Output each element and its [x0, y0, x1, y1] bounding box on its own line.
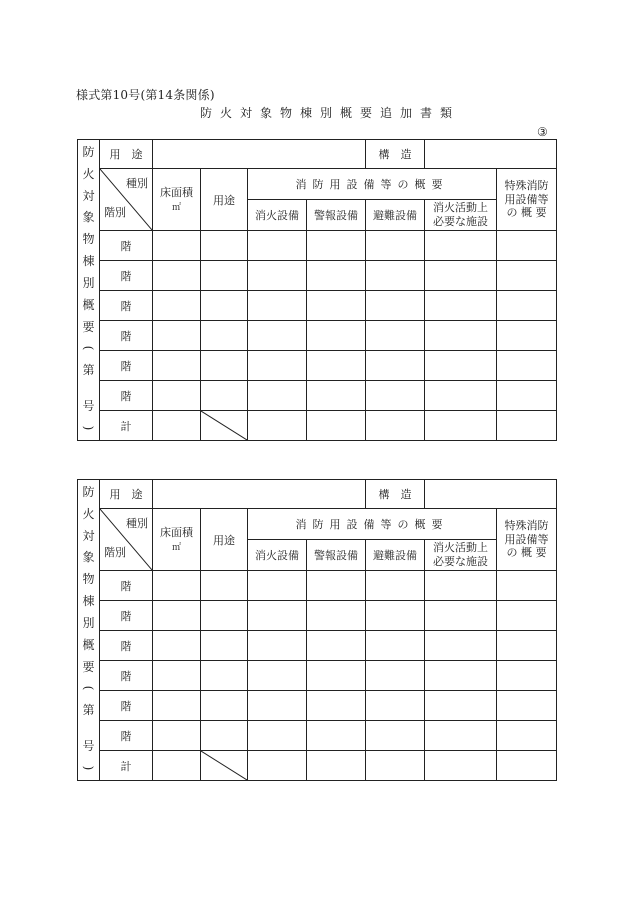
- cell[interactable]: [201, 351, 248, 381]
- equipment-summary-header: 消防用設備等の概要: [248, 169, 497, 200]
- cell[interactable]: [307, 721, 366, 751]
- cell[interactable]: [153, 291, 201, 321]
- cell[interactable]: [201, 661, 248, 691]
- alarm-header: 警報設備: [307, 540, 366, 571]
- cell[interactable]: [153, 661, 201, 691]
- cell[interactable]: [153, 261, 201, 291]
- cell[interactable]: [366, 631, 425, 661]
- cell[interactable]: [425, 291, 497, 321]
- cell[interactable]: [153, 691, 201, 721]
- cell[interactable]: [497, 381, 557, 411]
- page-mark: ③: [537, 125, 548, 139]
- cell[interactable]: [153, 631, 201, 661]
- usage-value-cell[interactable]: [153, 140, 366, 169]
- floor-label: 階: [100, 721, 153, 751]
- floor-label: 階: [100, 351, 153, 381]
- cell[interactable]: [497, 631, 557, 661]
- usage-header: 用途: [201, 509, 248, 571]
- cell[interactable]: [366, 601, 425, 631]
- floor-area-header: 床面積 ㎡: [153, 509, 201, 571]
- structure-value-cell[interactable]: [425, 140, 557, 169]
- cell[interactable]: [201, 601, 248, 631]
- cell[interactable]: [366, 381, 425, 411]
- cell[interactable]: [307, 571, 366, 601]
- cell[interactable]: [307, 321, 366, 351]
- vertical-title: 防 火 対 象 物 棟 別 概 要 ( 第 号 ): [81, 485, 96, 771]
- cell[interactable]: [248, 691, 307, 721]
- cell[interactable]: [497, 721, 557, 751]
- cell[interactable]: [497, 351, 557, 381]
- cell[interactable]: [201, 691, 248, 721]
- cell[interactable]: [497, 751, 557, 781]
- cell[interactable]: [153, 231, 201, 261]
- total-area-cell[interactable]: [153, 751, 201, 781]
- cell[interactable]: [366, 721, 425, 751]
- cell[interactable]: [307, 261, 366, 291]
- cell[interactable]: [366, 571, 425, 601]
- cell[interactable]: [366, 751, 425, 781]
- cell[interactable]: [201, 321, 248, 351]
- cell[interactable]: [497, 661, 557, 691]
- cell[interactable]: [201, 231, 248, 261]
- cell[interactable]: [366, 351, 425, 381]
- floor-area-header: 床面積 ㎡: [153, 169, 201, 231]
- cell[interactable]: [425, 351, 497, 381]
- cell[interactable]: [366, 411, 425, 441]
- cell[interactable]: [425, 411, 497, 441]
- cell[interactable]: [425, 261, 497, 291]
- cell[interactable]: [307, 631, 366, 661]
- cell[interactable]: [307, 661, 366, 691]
- cell[interactable]: [248, 231, 307, 261]
- cell[interactable]: [425, 661, 497, 691]
- cell[interactable]: [153, 321, 201, 351]
- cell[interactable]: [307, 291, 366, 321]
- alarm-header: 警報設備: [307, 200, 366, 231]
- cell[interactable]: [497, 321, 557, 351]
- cell[interactable]: [153, 381, 201, 411]
- cell[interactable]: [497, 571, 557, 601]
- cell[interactable]: [153, 601, 201, 631]
- cell[interactable]: [307, 751, 366, 781]
- cell[interactable]: [201, 571, 248, 601]
- cell[interactable]: [153, 571, 201, 601]
- floor-label: 階: [100, 291, 153, 321]
- floor-label: 階: [100, 381, 153, 411]
- usage-label: 用 途: [100, 140, 153, 169]
- cell[interactable]: [153, 351, 201, 381]
- total-area-cell[interactable]: [153, 411, 201, 441]
- extinguishing-header: 消火設備: [248, 540, 307, 571]
- vertical-title: 防 火 対 象 物 棟 別 概 要 ( 第 号 ): [81, 145, 96, 431]
- cell[interactable]: [153, 721, 201, 751]
- usage-value-cell[interactable]: [153, 480, 366, 509]
- floor-label: 階: [100, 571, 153, 601]
- cell[interactable]: [307, 351, 366, 381]
- cell[interactable]: [497, 261, 557, 291]
- vertical-title-cell: [78, 140, 100, 441]
- cell[interactable]: [248, 321, 307, 351]
- cell[interactable]: [307, 411, 366, 441]
- cell[interactable]: [497, 411, 557, 441]
- cell[interactable]: [366, 691, 425, 721]
- equipment-summary-header: 消防用設備等の概要: [248, 509, 497, 540]
- cell[interactable]: [425, 321, 497, 351]
- total-usage-slashed-cell: [201, 411, 248, 441]
- cell[interactable]: [248, 721, 307, 751]
- usage-header: 用途: [201, 169, 248, 231]
- cell[interactable]: [425, 571, 497, 601]
- structure-label: 構 造: [366, 140, 425, 169]
- structure-value-cell[interactable]: [425, 480, 557, 509]
- cell[interactable]: [366, 261, 425, 291]
- cell[interactable]: [425, 721, 497, 751]
- cell[interactable]: [201, 381, 248, 411]
- document-title: 防火対象物棟別概要追加書類: [200, 106, 461, 120]
- cell[interactable]: [425, 231, 497, 261]
- evacuation-header: 避難設備: [366, 540, 425, 571]
- cell[interactable]: [248, 571, 307, 601]
- cell[interactable]: [366, 291, 425, 321]
- cell[interactable]: [307, 381, 366, 411]
- special-equipment-header: 特殊消防 用設備等 の 概 要: [497, 509, 557, 571]
- cell[interactable]: [425, 631, 497, 661]
- type-floor-header: 種別 階別: [100, 169, 153, 231]
- floor-label: 階: [100, 261, 153, 291]
- cell[interactable]: [248, 601, 307, 631]
- cell[interactable]: [497, 291, 557, 321]
- floor-label: 階: [100, 631, 153, 661]
- cell[interactable]: [248, 291, 307, 321]
- total-label: 計: [100, 751, 153, 781]
- form-number: 様式第10号(第14条関係): [76, 88, 215, 102]
- special-equipment-header: 特殊消防 用設備等 の 概 要: [497, 169, 557, 231]
- cell[interactable]: [497, 601, 557, 631]
- extinguishing-header: 消火設備: [248, 200, 307, 231]
- cell[interactable]: [425, 381, 497, 411]
- cell[interactable]: [307, 601, 366, 631]
- cell[interactable]: [497, 231, 557, 261]
- cell[interactable]: [201, 721, 248, 751]
- cell[interactable]: [497, 691, 557, 721]
- total-label: 計: [100, 411, 153, 441]
- cell[interactable]: [248, 411, 307, 441]
- floor-label: 階: [100, 661, 153, 691]
- cell[interactable]: [366, 321, 425, 351]
- cell[interactable]: [425, 691, 497, 721]
- cell[interactable]: [201, 631, 248, 661]
- evacuation-header: 避難設備: [366, 200, 425, 231]
- cell[interactable]: [425, 751, 497, 781]
- cell[interactable]: [248, 751, 307, 781]
- cell[interactable]: [307, 231, 366, 261]
- building-summary-table-1: [77, 139, 557, 441]
- cell[interactable]: [366, 231, 425, 261]
- floor-label: 階: [100, 601, 153, 631]
- building-summary-table-2: [77, 479, 557, 781]
- cell[interactable]: [366, 661, 425, 691]
- cell[interactable]: [248, 261, 307, 291]
- structure-label: 構 造: [366, 480, 425, 509]
- firefighting-facilities-header: 消火活動上 必要な施設: [425, 540, 497, 571]
- cell[interactable]: [425, 601, 497, 631]
- cell[interactable]: [201, 291, 248, 321]
- type-floor-header: 種別 階別: [100, 509, 153, 571]
- cell[interactable]: [248, 351, 307, 381]
- floor-label: 階: [100, 691, 153, 721]
- usage-label: 用 途: [100, 480, 153, 509]
- cell[interactable]: [307, 691, 366, 721]
- floor-label: 階: [100, 321, 153, 351]
- cell[interactable]: [248, 631, 307, 661]
- cell[interactable]: [201, 261, 248, 291]
- total-usage-slashed-cell: [201, 751, 248, 781]
- vertical-title-cell: [78, 480, 100, 781]
- floor-label: 階: [100, 231, 153, 261]
- cell[interactable]: [248, 381, 307, 411]
- cell[interactable]: [248, 661, 307, 691]
- firefighting-facilities-header: 消火活動上 必要な施設: [425, 200, 497, 231]
